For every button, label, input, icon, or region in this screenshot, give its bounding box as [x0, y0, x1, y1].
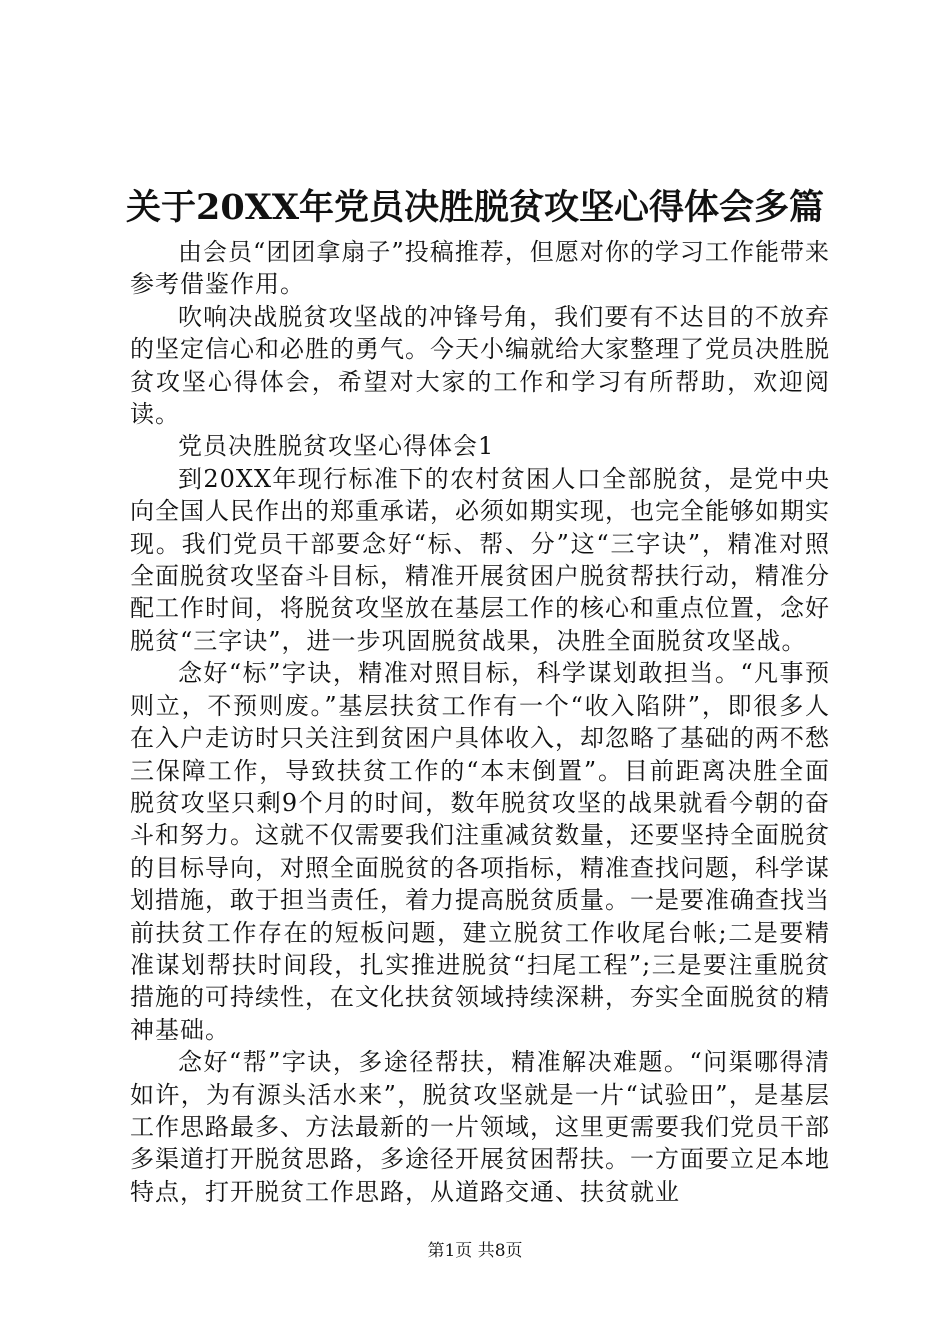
page-footer: 第1页 共8页: [427, 1241, 523, 1261]
paragraph-preface: 吹响决战脱贫攻坚战的冲锋号角，我们要有不达目的不放弃的坚定信心和必胜的勇气。今天小编就给大家整理了党员决胜脱贫攻坚心得体会，希望对大家的工作和学习有所帮助，欢迎阅读。: [130, 302, 830, 429]
section-heading: 党员决胜脱贫攻坚心得体会1: [178, 432, 495, 461]
document-body: [130, 236, 830, 1208]
paragraph-intro: 由会员“团团拿扇子”投稿推荐，但愿对你的学习工作能带来参考借鉴作用。: [130, 238, 830, 299]
document-title: 关于20XX年党员决胜脱贫攻坚心得体会多篇: [125, 187, 825, 228]
paragraph-biao: 念好“标”字诀，精准对照目标，科学谋划敢担当。“凡事预则立，不预则废。”基层扶贫工作有一个“收入陷阱”，即很多人在入户走访时只关注到贫困户具体收入，却忽略了基础的两不愁三保障工作，导致扶贫工作的“本末倒置”。目前距离决胜全面脱贫攻坚只剩9个月的时间，数年脱贫攻坚的战果就看今朝的奋斗和努力。这就不仅需要我们注重减贫数量，还要坚持全面脱贫的目标导向，对照全面脱贫的各项指标，精准查找问题，科学谋划措施，敢于担当责任，着力提高脱贫质量。一是要准确查找当前扶贫工作存在的短板问题，建立脱贫工作收尾台帐;二是要精准谋划帮扶时间段，扎实推进脱贫“扫尾工程”;三是要注重脱贫措施的可持续性，在文化扶贫领域持续深耕，夯实全面脱贫的精神基础。: [130, 659, 830, 1044]
paragraph-commitment: 到20XX年现行标准下的农村贫困人口全部脱贫，是党中央向全国人民作出的郑重承诺，必须如期实现，也完全能够如期实现。我们党员干部要念好“标、帮、分”这“三字诀”，精准对照全面脱贫攻坚奋斗目标，精准开展贫困户脱贫帮扶行动，精准分配工作时间，将脱贫攻坚放在基层工作的核心和重点位置，念好脱贫“三字诀”，进一步巩固脱贫战果，决胜全面脱贫攻坚战。: [130, 464, 830, 655]
paragraph-bang: 念好“帮”字诀，多途径帮扶，精准解决难题。“问渠哪得清如许，为有源头活水来”，脱贫攻坚就是一片“试验田”，是基层工作思路最多、方法最新的一片领域，这里更需要我们党员干部多渠道打开脱贫思路，多途径开展贫困帮扶。一方面要立足本地特点，打开脱贫工作思路，从道路交通、扶贫就业: [130, 1048, 830, 1206]
